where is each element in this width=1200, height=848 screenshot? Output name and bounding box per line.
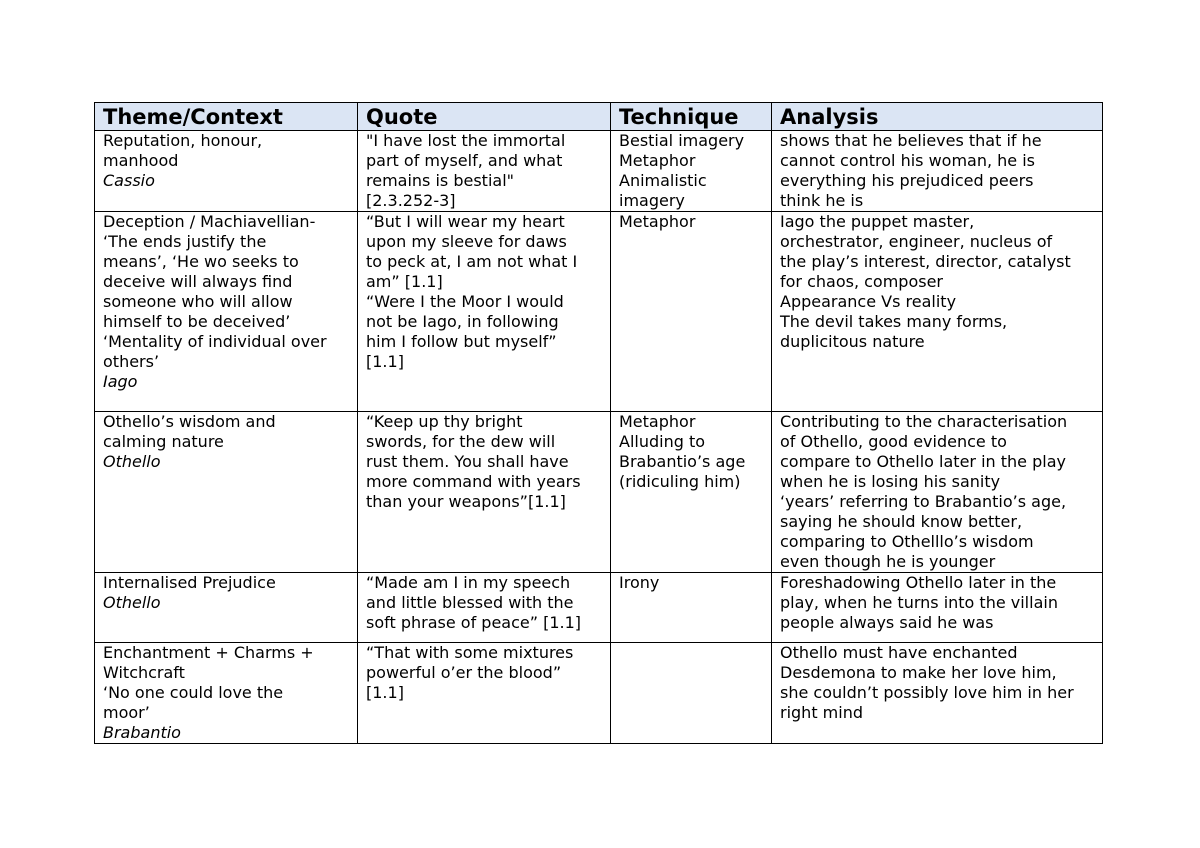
theme-line: Enchantment + Charms + bbox=[103, 643, 314, 662]
quote-line: [2.3.252-3] bbox=[366, 191, 456, 210]
quote-line: [1.1] bbox=[366, 683, 404, 702]
theme-line: ‘No one could love the bbox=[103, 683, 284, 702]
theme-line: deceive will always find bbox=[103, 272, 293, 291]
analysis-line: Foreshadowing Othello later in the bbox=[780, 573, 1057, 592]
technique-line: Alluding to bbox=[619, 432, 706, 451]
technique-cell bbox=[611, 643, 772, 744]
theme-line: means’, ‘He wo seeks to bbox=[103, 252, 299, 271]
theme-line: moor’ bbox=[103, 703, 150, 722]
technique-line: Metaphor bbox=[619, 212, 696, 231]
quote-cell bbox=[358, 412, 611, 573]
quote-line: rust them. You shall have bbox=[366, 452, 569, 471]
quote-cell bbox=[358, 573, 611, 643]
table-row bbox=[95, 412, 1103, 573]
theme-line: Internalised Prejudice bbox=[103, 573, 276, 592]
analysis-line: Othello must have enchanted bbox=[780, 643, 1018, 662]
header-technique: Technique bbox=[611, 103, 772, 131]
quote-line: “Were I the Moor I would bbox=[366, 292, 564, 311]
analysis-cell bbox=[772, 573, 1103, 643]
quote-line: soft phrase of peace” [1.1] bbox=[366, 613, 582, 632]
theme-line: calming nature bbox=[103, 432, 224, 451]
quote-line: not be Iago, in following bbox=[366, 312, 559, 331]
technique-line: (ridiculing him) bbox=[619, 472, 741, 491]
analysis-line: of Othello, good evidence to bbox=[780, 432, 1007, 451]
character-name: Cassio bbox=[103, 171, 155, 190]
technique-cell bbox=[611, 212, 772, 412]
technique-line: Animalistic bbox=[619, 171, 707, 190]
technique-line: imagery bbox=[619, 191, 685, 210]
header-row bbox=[95, 103, 1103, 131]
theme-line: manhood bbox=[103, 151, 179, 170]
quote-line: “Made am I in my speech bbox=[366, 573, 571, 592]
quote-line: “Keep up thy bright bbox=[366, 412, 523, 431]
technique-cell bbox=[611, 573, 772, 643]
quote-line: powerful o’er the blood” bbox=[366, 663, 562, 682]
analysis-cell bbox=[772, 212, 1103, 412]
quote-line: and little blessed with the bbox=[366, 593, 574, 612]
header-theme-context: Theme/Context bbox=[95, 103, 358, 131]
analysis-line: shows that he believes that if he bbox=[780, 131, 1042, 150]
quote-line: am” [1.1] bbox=[366, 272, 443, 291]
table-row bbox=[95, 643, 1103, 744]
analysis-line: ‘years’ referring to Brabantio’s age, bbox=[780, 492, 1067, 511]
analysis-line: even though he is younger bbox=[780, 552, 996, 571]
analysis-line: saying he should know better, bbox=[780, 512, 1023, 531]
analysis-line: play, when he turns into the villain bbox=[780, 593, 1058, 612]
theme-line: ‘The ends justify the bbox=[103, 232, 267, 251]
quote-line: than your weapons”[1.1] bbox=[366, 492, 566, 511]
analysis-line: she couldn’t possibly love him in her bbox=[780, 683, 1074, 702]
theme-cell bbox=[95, 131, 358, 212]
theme-cell bbox=[95, 643, 358, 744]
technique-line: Metaphor bbox=[619, 412, 696, 431]
quote-line: [1.1] bbox=[366, 352, 404, 371]
theme-line: ‘Mentality of individual over bbox=[103, 332, 327, 351]
theme-line: someone who will allow bbox=[103, 292, 293, 311]
analysis-line: for chaos, composer bbox=[780, 272, 943, 291]
character-name: Othello bbox=[103, 452, 161, 471]
analysis-line: when he is losing his sanity bbox=[780, 472, 1001, 491]
technique-line: Irony bbox=[619, 573, 660, 592]
technique-line: Metaphor bbox=[619, 151, 696, 170]
analysis-line: cannot control his woman, he is bbox=[780, 151, 1036, 170]
quote-line: remains is bestial" bbox=[366, 171, 514, 190]
quote-line: swords, for the dew will bbox=[366, 432, 556, 451]
quote-line: him I follow but myself” bbox=[366, 332, 557, 351]
analysis-cell bbox=[772, 131, 1103, 212]
table-row bbox=[95, 131, 1103, 212]
analysis-line: the play’s interest, director, catalyst bbox=[780, 252, 1071, 271]
table-row bbox=[95, 573, 1103, 643]
analysis-line: comparing to Othelllo’s wisdom bbox=[780, 532, 1034, 551]
analysis-cell bbox=[772, 412, 1103, 573]
theme-line: Othello’s wisdom and bbox=[103, 412, 276, 431]
analysis-cell bbox=[772, 643, 1103, 744]
analysis-line: orchestrator, engineer, nucleus of bbox=[780, 232, 1053, 251]
analysis-line: right mind bbox=[780, 703, 864, 722]
quote-line: "I have lost the immortal bbox=[366, 131, 566, 150]
analysis-line: think he is bbox=[780, 191, 864, 210]
technique-cell bbox=[611, 412, 772, 573]
character-name: Brabantio bbox=[103, 723, 181, 742]
theme-line: Reputation, honour, bbox=[103, 131, 263, 150]
quote-cell bbox=[358, 643, 611, 744]
quote-line: more command with years bbox=[366, 472, 581, 491]
theme-line: Deception / Machiavellian- bbox=[103, 212, 316, 231]
quote-line: “That with some mixtures bbox=[366, 643, 574, 662]
analysis-line: duplicitous nature bbox=[780, 332, 925, 351]
quote-line: upon my sleeve for daws bbox=[366, 232, 567, 251]
table-row bbox=[95, 212, 1103, 412]
analysis-line: everything his prejudiced peers bbox=[780, 171, 1034, 190]
analysis-line: people always said he was bbox=[780, 613, 994, 632]
header-analysis: Analysis bbox=[772, 103, 1103, 131]
quote-cell bbox=[358, 212, 611, 412]
technique-line: Bestial imagery bbox=[619, 131, 745, 150]
technique-line: Brabantio’s age bbox=[619, 452, 746, 471]
quote-line: “But I will wear my heart bbox=[366, 212, 565, 231]
analysis-line: Iago the puppet master, bbox=[780, 212, 975, 231]
analysis-table bbox=[94, 102, 1103, 744]
theme-line: others’ bbox=[103, 352, 160, 371]
analysis-line: The devil takes many forms, bbox=[780, 312, 1008, 331]
analysis-line: Desdemona to make her love him, bbox=[780, 663, 1057, 682]
technique-cell bbox=[611, 131, 772, 212]
analysis-line: compare to Othello later in the play bbox=[780, 452, 1066, 471]
quote-cell bbox=[358, 131, 611, 212]
character-name: Iago bbox=[103, 372, 138, 391]
analysis-line: Appearance Vs reality bbox=[780, 292, 957, 311]
analysis-line: Contributing to the characterisation bbox=[780, 412, 1068, 431]
character-name: Othello bbox=[103, 593, 161, 612]
header-quote: Quote bbox=[358, 103, 611, 131]
theme-cell bbox=[95, 212, 358, 412]
theme-line: Witchcraft bbox=[103, 663, 185, 682]
theme-cell bbox=[95, 573, 358, 643]
theme-line: himself to be deceived’ bbox=[103, 312, 291, 331]
quote-line: part of myself, and what bbox=[366, 151, 563, 170]
quote-line: to peck at, I am not what I bbox=[366, 252, 578, 271]
theme-cell bbox=[95, 412, 358, 573]
